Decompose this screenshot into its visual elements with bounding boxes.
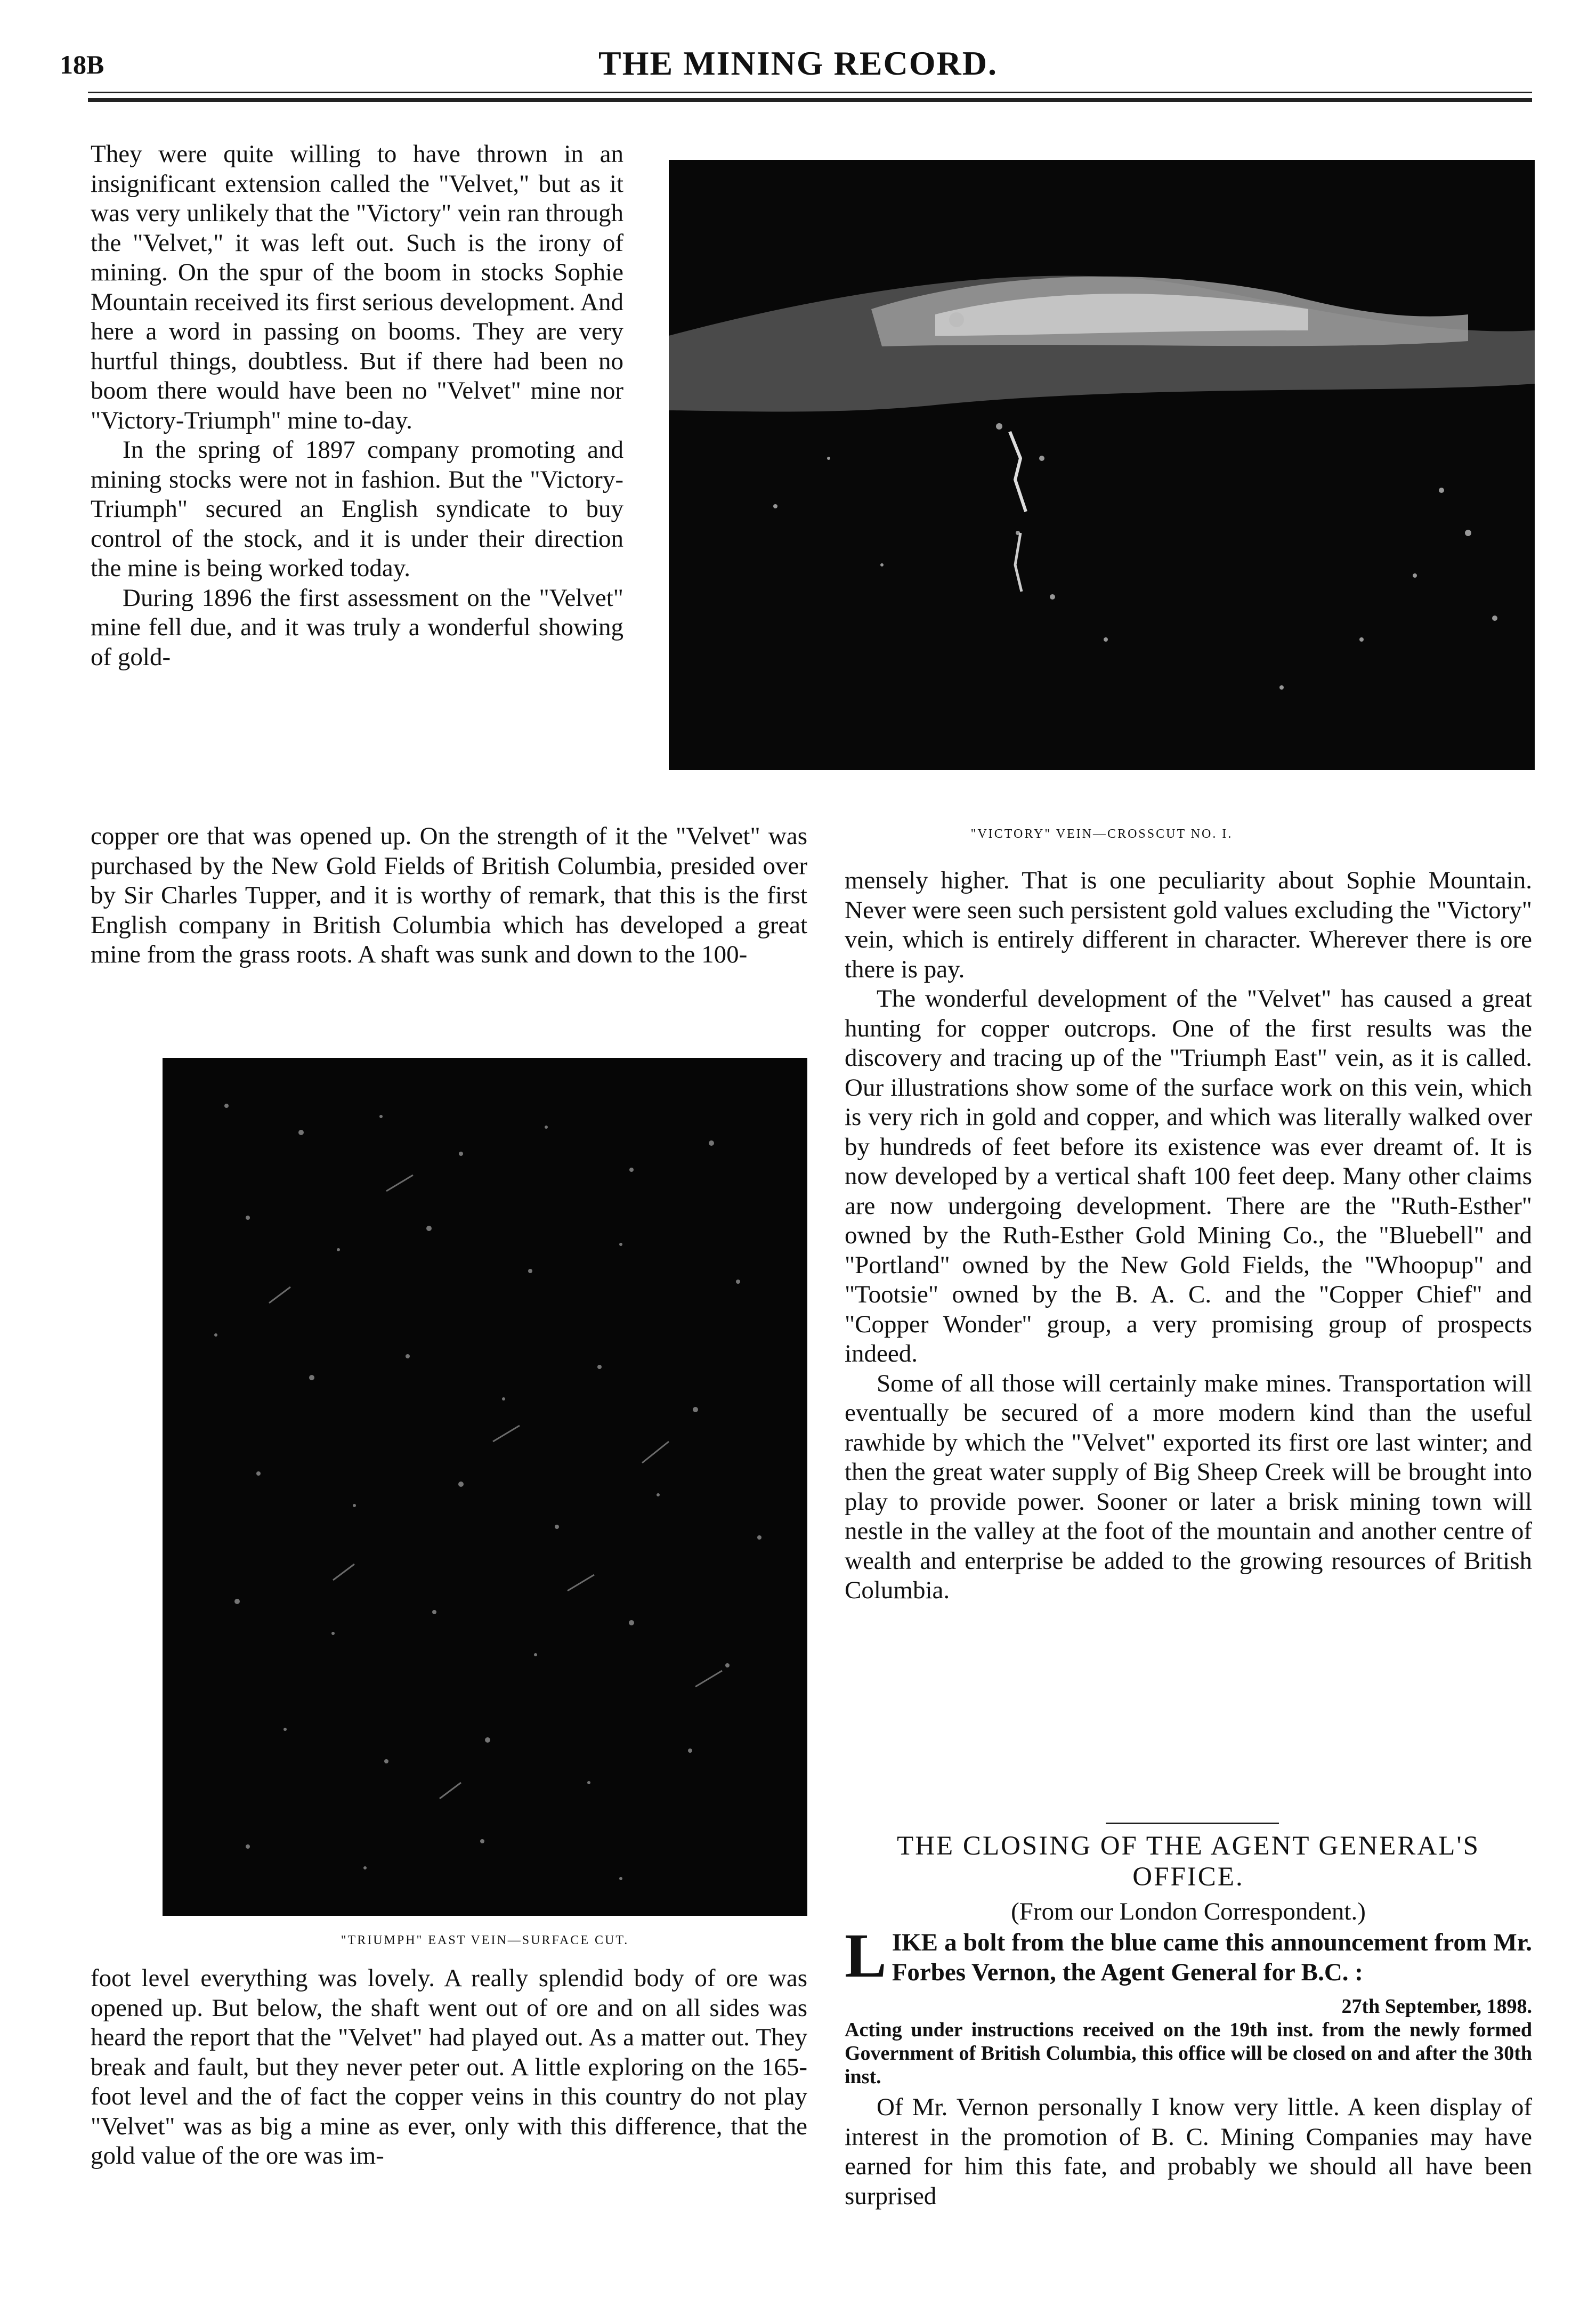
- drop-cap: L: [845, 1921, 887, 1990]
- section-divider: [1106, 1823, 1279, 1824]
- paragraph: Some of all those will certainly make mines. Transportation will eventually be secured of a more modern kind than the useful rawhide by which the "Velvet" exported its first ore last winter; and then the great water supply of Big Sheep Creek will be brought into play to provide power. Sooner or later a brisk mining town will nestle in the valley at the foot of the mountain and another centre of wealth and enterprise be added to the growing resources of British Columbia.: [845, 1369, 1532, 1604]
- paragraph: Of Mr. Vernon personally I know very little. A keen display of interest in the promotion of B. C. Mining Companies may have earned for him this fate, and probably we should all have been surprised: [845, 2093, 1532, 2210]
- victory-vein-photo: [669, 160, 1535, 770]
- paragraph: During 1896 the first assessment on the "Velvet" mine fell due, and it was truly a wonderful showing of gold-: [91, 584, 623, 671]
- paragraph: They were quite willing to have thrown in an insignificant extension called the "Velvet," but as it was very unlikely that the "Victory" vein ran through the "Velvet," it was left out. Such is the irony of mining. On the spur of the boom in stocks Sophie Mountain received its first serious development. And here a word in passing on booms. They are very hurtful things, doubtless. But if there had been no boom there would have been no "Velvet" mine nor "Victory-Triumph" mine to-day.: [91, 140, 623, 434]
- byline-text: (From our London Correspondent.): [1011, 1898, 1366, 1925]
- article-title-line2: OFFICE.: [1132, 1862, 1244, 1892]
- article-intro: [845, 1921, 1532, 1990]
- header-rule-top: [88, 92, 1532, 93]
- notice-date: 27th September, 1898.: [1341, 1995, 1532, 2018]
- left-column-wide: [91, 822, 807, 970]
- left-column-top: [91, 140, 623, 672]
- article-body: [845, 1921, 1532, 2211]
- paragraph: foot level everything was lovely. A really splendid body of ore was opened up. But below, the shaft went out of ore and on all sides was heard the report that the "Velvet" had played out. As a matter out. They break and fault, but they never peter out. A little exploring on the 165-foot level and the of fact the copper veins in this country do not play "Velvet" was as big a mine as ever, only with this difference, that the gold value of the ore was im-: [91, 1964, 807, 2170]
- notice-text: Acting under instructions received on the 19th inst. from the newly formed Government of British Columbia, this office will be closed on and after the 30th inst.: [845, 2019, 1532, 2088]
- article-heading: [839, 1831, 1537, 1892]
- paragraph: The wonderful development of the "Velvet" has caused a great hunting for copper outcrops. One of the first results was the discovery and tracing up of the "Triumph East" vein, as it is called. Our illustrations show some of the surface work on this vein, which is very rich in gold and copper, and which was literally walked over by hundreds of feet before its existence was ever dreamt of. It is now developed by a vertical shaft 100 feet deep. Many other claims are now undergoing development. There are the "Ruth-Esther" owned by the Ruth-Esther Gold Mining Co., the "Bluebell" and "Portland" owned by the New Gold Fields, the "Whoopup" and "Tootsie" owned by the B. A. C. and the "Copper Chief" and "Copper Wonder" group, a very promising group of prospects indeed.: [845, 985, 1532, 1367]
- article-byline: [845, 1897, 1532, 1927]
- victory-vein-caption: "VICTORY" VEIN—CROSSCUT NO. I.: [970, 827, 1233, 841]
- triumph-east-photo: [163, 1058, 807, 1916]
- left-column-bottom: [91, 1964, 807, 2171]
- triumph-east-caption: "TRIUMPH" EAST VEIN—SURFACE CUT.: [341, 1933, 629, 1947]
- victory-vein-image: [669, 160, 1535, 770]
- page-number: 18B: [60, 50, 104, 79]
- header-rule-bottom: [88, 98, 1532, 102]
- right-column: [845, 866, 1532, 1606]
- paragraph: In the spring of 1897 company promoting and mining stocks were not in fashion. But the "Victory-Triumph" secured an English syndicate to buy control of the stock, and it is under their direction the mine is being worked today.: [91, 436, 623, 582]
- article-intro-text: IKE a bolt from the blue came this announcement from Mr. Forbes Vernon, the Agent General for B.C. :: [892, 1929, 1532, 1986]
- paragraph: mensely higher. That is one peculiarity about Sophie Mountain. Never were seen such persistent gold values excluding the "Victory" vein, which is entirely different in character. Wherever there is ore there is pay.: [845, 867, 1532, 983]
- publication-title: THE MINING RECORD.: [598, 44, 998, 82]
- article-title-line1: THE CLOSING OF THE AGENT GENERAL'S: [897, 1831, 1480, 1861]
- paragraph: copper ore that was opened up. On the strength of it the "Velvet" was purchased by the New Gold Fields of British Columbia, presided over by Sir Charles Tupper, and it is worthy of remark, that this is the first English company in British Columbia which has developed a great mine from the grass roots. A shaft was sunk and down to the 100-: [91, 822, 807, 968]
- triumph-east-image: [163, 1058, 807, 1916]
